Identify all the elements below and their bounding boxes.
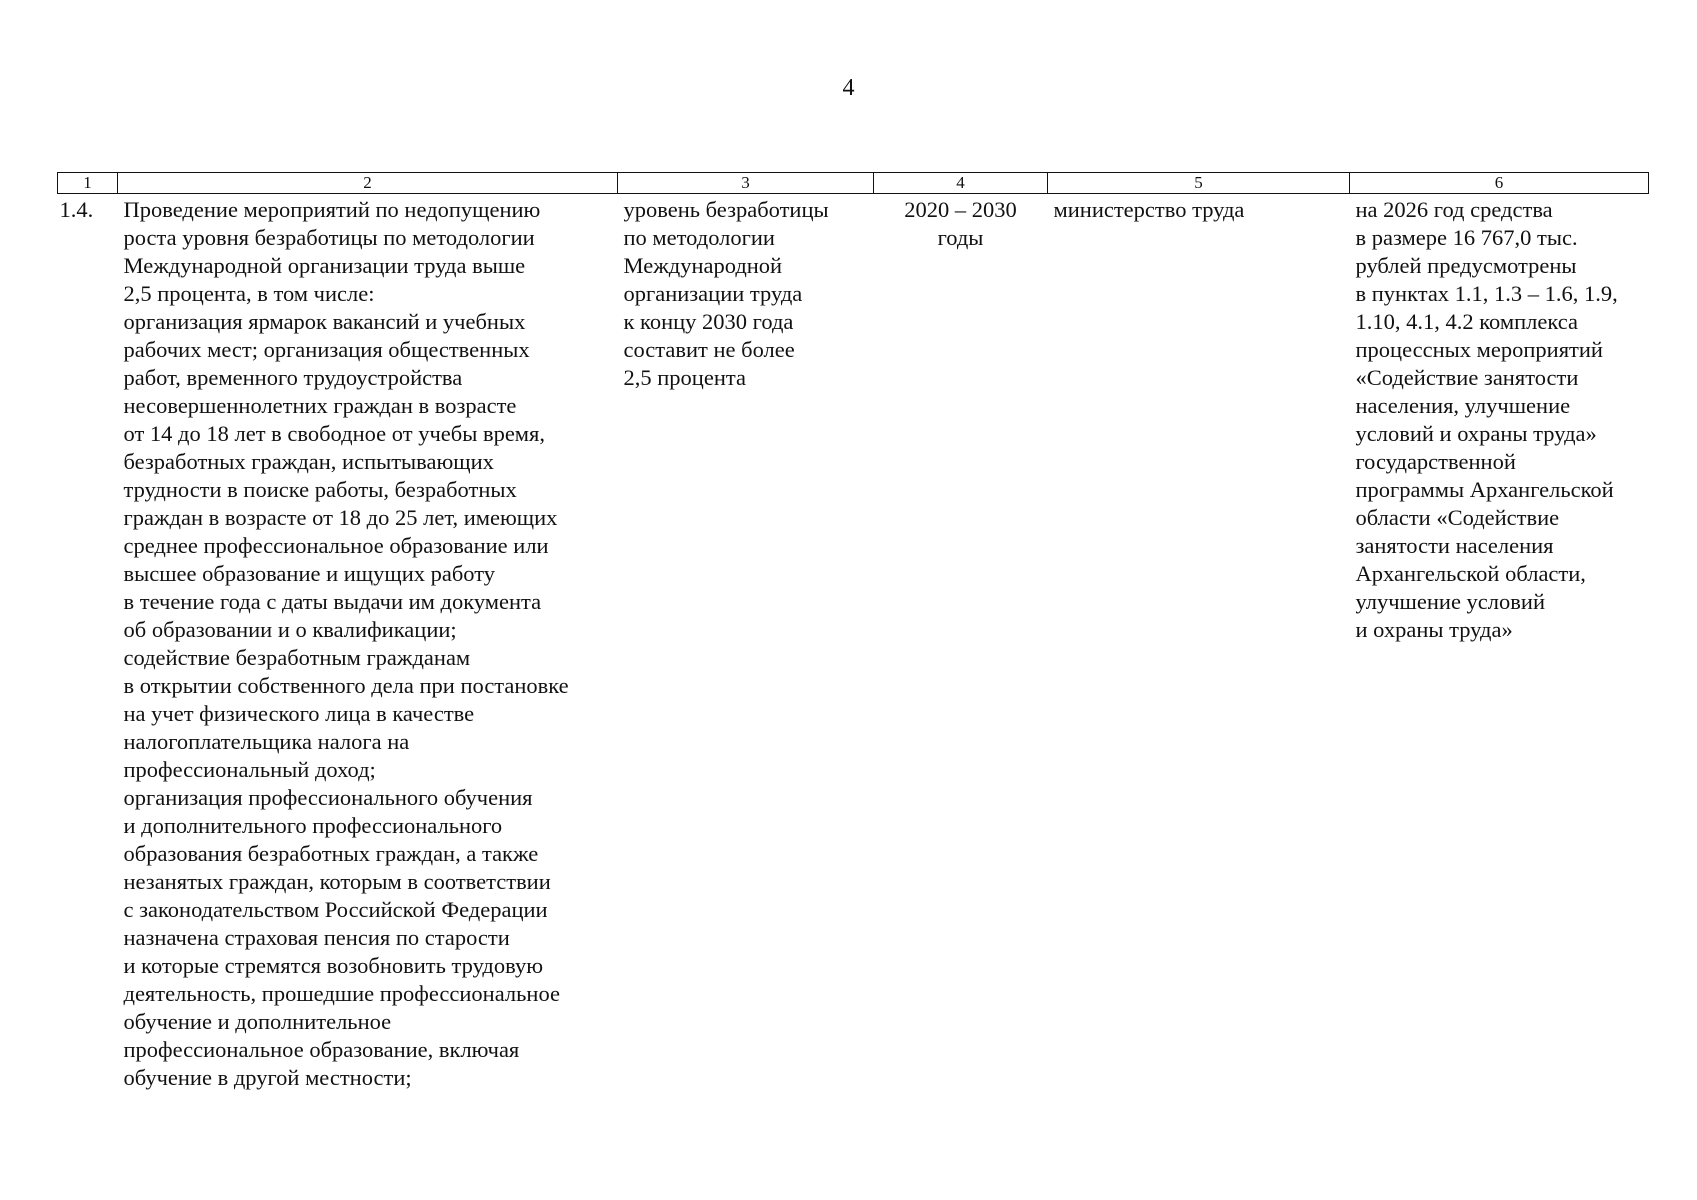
implementation-period: 2020 – 2030 годы bbox=[904, 197, 1017, 250]
column-header-5: 5 bbox=[1048, 173, 1350, 194]
column-header-1: 1 bbox=[58, 173, 118, 194]
column-header-2: 2 bbox=[118, 173, 618, 194]
column-header-4: 4 bbox=[874, 173, 1048, 194]
row-number: 1.4. bbox=[59, 197, 94, 222]
table-row bbox=[58, 194, 1649, 1093]
responsible-executor: министерство труда bbox=[1053, 197, 1245, 222]
page-number: 4 bbox=[842, 75, 855, 101]
measures-table bbox=[57, 172, 1649, 1092]
table-header-row bbox=[58, 173, 1649, 194]
column-header-6: 6 bbox=[1350, 173, 1649, 194]
column-header-3: 3 bbox=[618, 173, 874, 194]
activity-description: Проведение мероприятий по недопущению роста уровня безработицы по методологии Международной организации труда выше 2,5 процента, в том числе: организация ярмарок вакансий и учебных рабочих мест; организация общественных работ, временного трудоустройства несовершеннолетних граждан в возрасте от 14 до 18 лет в свободное от учебы время, безработных граждан, испытывающих трудности в поиске работы, безработных граждан в возрасте от 18 до 25 лет, имеющих среднее профессиональное образование или высшее образование и ищущих работу в течение года с даты выдачи им документа об образовании и о квалификации; содействие безработным гражданам в открытии собственного дела при постановке на учет физического лица в качестве налогоплательщика налога на профессиональный доход; организация профессионального обучения и дополнительного профессионального образования безработных граждан, а также незанятых граждан, которым в соответствии с законодательством Российской Федерации назначена страховая пенсия по старости и которые стремятся возобновить трудовую деятельность, прошедшие профессиональное обучение и дополнительное профессиональное образование, включая обучение в другой местности; bbox=[123, 197, 569, 1090]
funding-note: на 2026 год средства в размере 16 767,0 тыс. рублей предусмотрены в пунктах 1.1, 1.3 – 1.6, 1.9, 1.10, 4.1, 4.2 комплекса процессных мероприятий «Содействие занятости населения, улучшение условий и охраны труда» государственной программы Архангельской области «Содействие занятости населения Архангельской области, улучшение условий и охраны труда» bbox=[1355, 197, 1618, 642]
target-indicator: уровень безработицы по методологии Международной организации труда к концу 2030 года составит не более 2,5 процента bbox=[623, 197, 829, 390]
